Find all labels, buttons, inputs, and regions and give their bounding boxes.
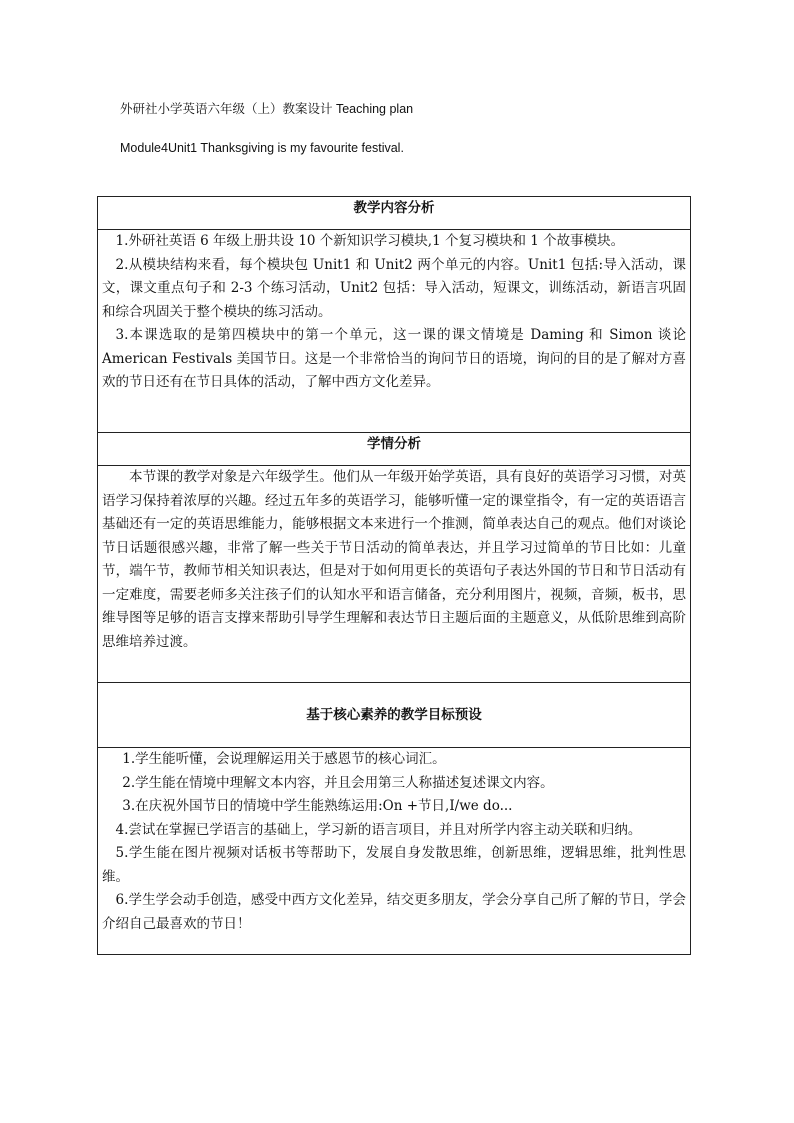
content-analysis-cell (98, 230, 691, 433)
learner-analysis-cell (98, 466, 691, 683)
section-body-row (98, 748, 691, 955)
objective-item: 2.学生能在情境中理解文本内容，并且会用第三人称描述复述课文内容。 (122, 774, 554, 791)
objective-item: 5.学生能在图片视频对话板书等帮助下，发展自身发散思维，创新思维，逻辑思维，批判性思维。 (102, 845, 686, 885)
objective-item: 3.在庆祝外国节日的情境中学生能熟练运用:On +节日,I/we do... (122, 798, 513, 814)
lesson-subtitle: Module4Unit1 Thanksgiving is my favourite festival. (120, 141, 404, 155)
content-analysis-paragraph-1: 1.外研社英语 6 年级上册共设 10 个新知识学习模块,1 个复习模块和 1 个故事模块。 (115, 233, 625, 249)
teaching-objectives-cell (98, 748, 691, 955)
section-heading-learner-analysis: 学情分析 (98, 433, 691, 466)
content-analysis-paragraph-2: 2.从模块结构来看，每个模块包 Unit1 和 Unit2 两个单元的内容。Unit1 包括:导入活动，课文，课文重点句子和 2-3 个练习活动，Unit2 包括：导入活动，短课文，训练活动，新语言巩固和综合巩固关于整个模块的练习活动。 (102, 256, 686, 320)
section-heading-content-analysis: 教学内容分析 (98, 197, 691, 230)
objective-item: 4.尝试在掌握已学语言的基础上，学习新的语言项目，并且对所学内容主动关联和归纳。 (115, 821, 642, 838)
section-body-row (98, 230, 691, 433)
document-title: 外研社小学英语六年级（上）教案设计 Teaching plan (120, 102, 414, 116)
section-heading-teaching-objectives: 基于核心素养的教学目标预设 (98, 683, 691, 748)
learner-analysis-paragraph: 本节课的教学对象是六年级学生。他们从一年级开始学英语，具有良好的英语学习习惯，对英语学习保持着浓厚的兴趣。经过五年多的英语学习，能够听懂一定的课堂指令，有一定的英语语言基础还有一定的英语思维能力，能够根据文本来进行一个推测，简单表达自己的观点。他们对谈论节日话题很感兴趣，非常了解一些关于节日活动的简单表达，并且学习过简单的节日比如：儿童节，端午节，教师节相关知识表达，但是对于如何用更长的英语句子表达外国的节日和节日活动有一定难度，需要老师多关注孩子们的认知水平和语言储备，充分利用图片，视频，音频，板书，思维导图等足够的语言支撑来帮助引导学生理解和表达节日主题后面的主题意义，从低阶思维到高阶思维培养过渡。 (102, 469, 686, 650)
section-header-row (98, 197, 691, 230)
objective-item: 6.学生学会动手创造，感受中西方文化差异，结交更多朋友，学会分享自己所了解的节日，学会介绍自己最喜欢的节日！ (102, 892, 686, 932)
section-header-row (98, 433, 691, 466)
section-body-row (98, 466, 691, 683)
content-analysis-paragraph-3: 3.本课选取的是第四模块中的第一个单元，这一课的课文情境是 Daming 和 Simon 谈论 American Festivals 美国节日。这是一个非常恰当的询问节日的语境，询问的目的是了解对方喜欢的节日还有在节日具体的活动，了解中西方文化差异。 (102, 327, 686, 390)
teaching-plan-table (97, 196, 691, 955)
section-header-row (98, 683, 691, 748)
objective-item: 1.学生能听懂，会说理解运用关于感恩节的核心词汇。 (122, 751, 446, 767)
